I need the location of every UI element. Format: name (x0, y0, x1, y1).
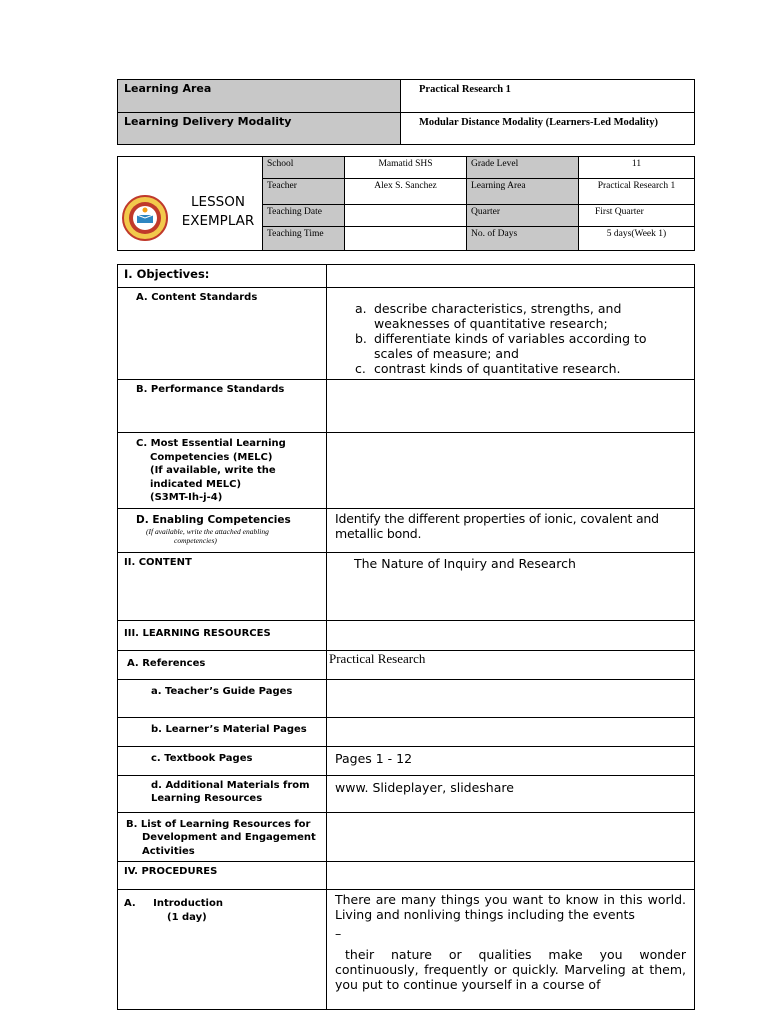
list-resources-line3: Activities (142, 845, 195, 857)
teacher-label: Teacher (263, 179, 345, 205)
additional-materials-value: www. Slideplayer, slideshare (327, 775, 695, 812)
additional-materials-line1: d. Additional Materials from (151, 779, 310, 791)
deped-seal-icon (122, 195, 168, 241)
list-resources-line1: B. List of Learning Resources for (126, 818, 311, 830)
teachers-guide-label: a. Teacher’s Guide Pages (151, 685, 293, 697)
content-value: The Nature of Inquiry and Research (327, 552, 695, 620)
enabling-note-line2: competencies) (174, 536, 217, 545)
performance-standards-label: B. Performance Standards (136, 384, 285, 395)
learners-material-label: b. Learner’s Material Pages (151, 723, 307, 735)
school-label: School (263, 157, 345, 179)
introduction-dash: – (335, 926, 342, 941)
lesson-info-table (117, 156, 695, 251)
textbook-value: Pages 1 - 12 (327, 746, 695, 775)
lesson-title-line2: EXEMPLAR (181, 212, 255, 229)
lesson-exemplar-cell (118, 157, 263, 251)
references-label: A. References (127, 657, 206, 669)
time-value (345, 227, 467, 251)
quarter-value: First Quarter (579, 205, 695, 227)
area-label: Learning Area (467, 179, 579, 205)
area-value: Practical Research 1 (579, 179, 695, 205)
melc-line4: indicated MELC) (150, 478, 242, 490)
learning-area-value: Practical Research 1 (401, 80, 695, 113)
melc-line1: C. Most Essential Learning (136, 438, 286, 449)
content-standards-label: A. Content Standards (136, 292, 258, 303)
quarter-label: Quarter (467, 205, 579, 227)
references-value: Practical Research (327, 650, 695, 679)
list-item: a. describe characteristics, strengths, and weaknesses of quantitative research; (355, 301, 622, 331)
delivery-modality-value: Modular Distance Modality (Learners-Led Modality) (401, 113, 695, 145)
enabling-note-line1: (If available, write the attached enabling (146, 527, 269, 536)
introduction-label: A. Introduction (124, 898, 223, 909)
grade-value: 11 (579, 157, 695, 179)
melc-code: (S3MT-Ih-j-4) (150, 492, 223, 503)
objectives-table (117, 264, 695, 1010)
textbook-label: c. Textbook Pages (151, 752, 253, 764)
header-table (117, 79, 695, 145)
lesson-title-line1: LESSON (191, 193, 245, 210)
objective-list (355, 301, 686, 376)
delivery-modality-label: Learning Delivery Modality (118, 113, 401, 145)
introduction-days: (1 day) (167, 911, 207, 923)
introduction-text-1: There are many things you want to know in this world. Living and nonliving things including the events (335, 892, 686, 922)
learning-area-label: Learning Area (118, 80, 401, 113)
learning-resources-heading: III. LEARNING RESOURCES (118, 620, 327, 650)
list-item: c. contrast kinds of quantitative research. (355, 361, 621, 376)
date-label: Teaching Date (263, 205, 345, 227)
procedures-heading: IV. PROCEDURES (118, 862, 327, 890)
enabling-competencies-label: D. Enabling Competencies (136, 513, 291, 526)
objectives-heading: I. Objectives: (118, 265, 327, 288)
melc-line3: (If available, write the (150, 465, 276, 476)
additional-materials-line2: Learning Resources (151, 793, 263, 804)
introduction-text-2: their nature or qualities make you wonder continuously, frequently or quickly. Marveling at them, you put to continue yourself in a course of (335, 947, 686, 992)
date-value (345, 205, 467, 227)
grade-label: Grade Level (467, 157, 579, 179)
content-heading: II. CONTENT (118, 552, 327, 620)
time-label: Teaching Time (263, 227, 345, 251)
days-value: 5 days(Week 1) (579, 227, 695, 251)
days-label: No. of Days (467, 227, 579, 251)
teacher-value: Alex S. Sanchez (345, 179, 467, 205)
school-value: Mamatid SHS (345, 157, 467, 179)
list-item: b. differentiate kinds of variables according to scales of measure; and (355, 331, 647, 361)
melc-line2: Competencies (MELC) (150, 451, 273, 463)
list-resources-line2: Development and Engagement (142, 832, 316, 843)
enabling-competencies-value: Identify the different properties of ionic, covalent and metallic bond. (327, 508, 695, 552)
